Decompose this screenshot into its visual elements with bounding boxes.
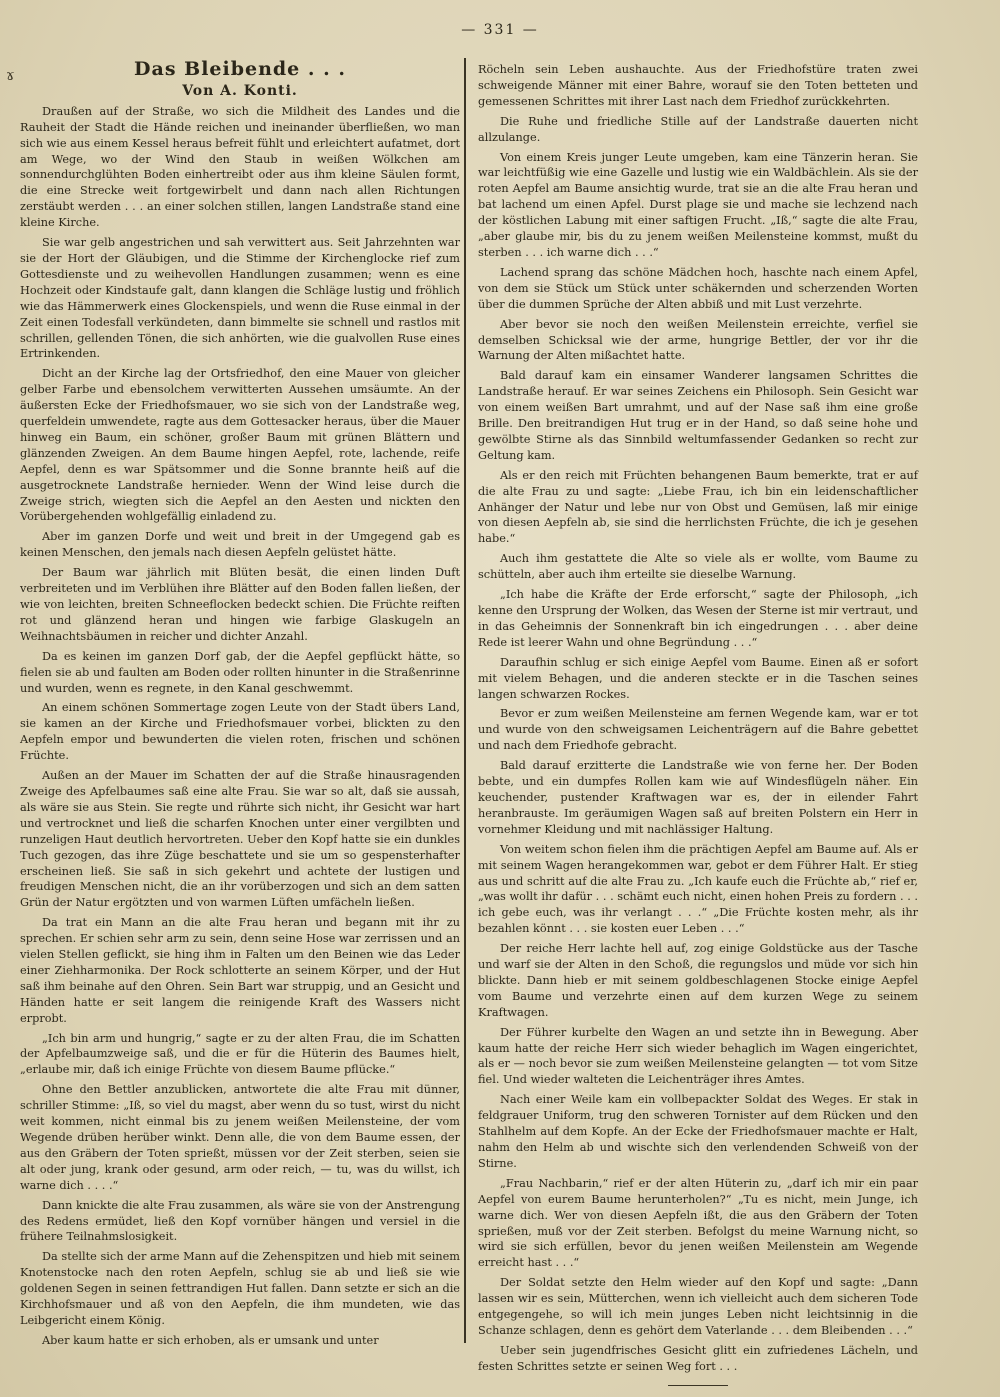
article-title: Das Bleibende . . .: [134, 58, 346, 80]
paragraph: Außen an der Mauer im Schatten der auf die Straße hinausragenden Zweige des Apfelbaumes saß eine alte Frau. Sie war so alt, daß sie aussah, als wäre sie aus Stein. Sie regte und rührte sich nicht, ihr Gesicht war hart und vertrocknet und ließ die scharfen Knochen unter einer vergilbten und runzeligen Haut deutlich hervortreten. Ueber den Kopf hatte sie ein dunkles Tuch gezogen, das ihre Züge beschattete und sie um so gespensterhafter erscheinen ließ. Sie saß in sich gekehrt und achtete der lustigen und freudigen Menschen nicht, die an ihr vorüberzogen und sich an dem satten Grün der Natur ergötzten und von warmen Lüften umfächeln ließen.: [20, 769, 460, 910]
paragraph: Nach einer Weile kam ein vollbepackter Soldat des Weges. Er stak in feldgrauer Uniform, trug den schweren Tornister auf dem Rücken und den Stahlhelm auf dem Kopfe. An der Ecke der Friedhofsmauer machte er Halt, nahm den Helm ab und wischte sich den verlendenden Schweiß von der Stirne.: [478, 1093, 918, 1170]
paragraph: Aber kaum hatte er sich erhoben, als er umsank und unter: [42, 1333, 379, 1347]
paragraph: Draußen auf der Straße, wo sich die Mildheit des Landes und die Rauheit der Stadt die Hände reichen und ineinander überfließen, wo man sich wie aus einem Kessel heraus befreit fühlt und erleichtert aufatmet, dort am Wege, wo der Wind den Staub in weißen Wölkchen am sonnendurchglühten Boden einhertreibt oder aus ihm kleine Säulen formt, die eine Strecke weit fortgewirbelt und dann nach allen Richtungen zerstäubt werden . . . an einer solchen stillen, langen Landstraße stand eine kleine Kirche.: [20, 104, 460, 230]
right-column: [478, 62, 918, 1386]
paragraph: Aber bevor sie noch den weißen Meilenstein erreichte, verfiel sie demselben Schicksal wie der arme, hungrige Bettler, der vor ihr die Warnung der Alten mißachtet hatte.: [478, 317, 918, 363]
paragraph: Der Soldat setzte den Helm wieder auf den Kopf und sagte: „Dann lassen wir es sein, Mütterchen, wenn ich vielleicht auch dem sicheren Tode entgegengehe, so will ich mein junges Leben nicht leichtsinnig in die Schanze schlagen, denn es gehört dem Vaterlande . . . dem Bleibenden . . .“: [478, 1276, 918, 1337]
paragraph: Dicht an der Kirche lag der Ortsfriedhof, den eine Mauer von gleicher gelber Farbe und ebensolchem verwitterten Aussehen umsäumte. An der äußersten Ecke der Friedhofsmauer, wo sie sich von der Landstraße weg, querfeldein umwendete, ragte aus dem Gottesacker heraus, über die Mauer hinweg ein Baum, ein schöner, großer Baum mit grünen Blättern und glänzenden Zweigen. An dem Baume hingen Aepfel, rote, lachende, reife Aepfel, denn es war Spätsommer und die Sonne brannte heiß auf die ausgetrocknete Landstraße hernieder. Wenn der Wind leise durch die Zweige strich, wiegten sich die Aepfel an den Aesten und nickten den Vorübergehenden wohlgefällig einladend zu.: [20, 367, 460, 524]
paragraph: Die Ruhe und friedliche Stille auf der Landstraße dauerten nicht allzulange.: [478, 114, 918, 144]
paragraph: Da es keinen im ganzen Dorf gab, der die Aepfel gepflückt hätte, so fielen sie ab und faulten am Boden oder rollten hinunter in die Straßenrinne und wurden, wenn es regnete, in den Kanal geschwemmt.: [20, 649, 460, 695]
paragraph: Ueber sein jugendfrisches Gesicht glitt ein zufriedenes Lächeln, und festen Schrittes setzte er seinen Weg fort . . .: [478, 1343, 918, 1373]
end-rule: [668, 1385, 728, 1386]
paragraph: „Ich bin arm und hungrig,“ sagte er zu der alten Frau, die im Schatten der Apfelbaumzweige saß, und die er für die Hüterin des Baumes hielt, „erlaube mir, daß ich einige Früchte von diesem Baume pflücke.“: [20, 1031, 460, 1077]
paragraph: Von einem Kreis junger Leute umgeben, kam eine Tänzerin heran. Sie war leichtfüßig wie eine Gazelle und lustig wie ein Waldbächlein. Als sie der roten Aepfel am Baume ansichtig wurde, trat sie an die alte Frau heran und bat lachend um einen Apfel. Durst plage sie und mache sie lechzend nach der köstlichen Labung mit einer saftigen Frucht. „Iß,“ sagte die alte Frau, „aber glaube mir, bis du zu jenem weißen Meilensteine kommst, mußt du sterben . . . ich warne dich . . .“: [478, 150, 918, 259]
paragraph: Der Baum war jährlich mit Blüten besät, die einen linden Duft verbreiteten und im Verblühen ihre Blätter auf den Boden fallen ließen, der wie von leichten, breiten Schneeflocken bedeckt schien. Die Früchte reiften rot und glänzend heran und hingen wie farbige Glaskugeln an Weihnachtsbäumen in reicher und dichter Anzahl.: [20, 566, 460, 643]
paragraph: Daraufhin schlug er sich einige Aepfel vom Baume. Einen aß er sofort mit vielem Behagen, und die anderen steckte er in die Taschen seines langen schwarzen Rockes.: [478, 655, 918, 701]
page-number: — 331 —: [461, 22, 539, 38]
paragraph: Als er den reich mit Früchten behangenen Baum bemerkte, trat er auf die alte Frau zu und sagte: „Liebe Frau, ich bin ein leidenschaftlicher Anhänger der Natur und lebe nur von Obst und Gemüsen, laß mir einige von diesen Aepfeln ab, sie sind die herrlichsten Früchte, die ich je gesehen habe.“: [478, 468, 918, 546]
margin-mark: ɤ: [6, 66, 15, 84]
paragraph: Bald darauf erzitterte die Landstraße wie von ferne her. Der Boden bebte, und ein dumpfes Rollen kam wie auf Windesflügeln näher. Ein keuchender, pustender Kraftwagen war es, der in eilender Fahrt heranbrauste. Im geräumigen Wagen saß auf breiten Polstern ein Herr in vornehmer Kleidung und mit nachlässiger Haltung.: [478, 759, 918, 836]
paragraph: Röcheln sein Leben aushauchte. Aus der Friedhofstüre traten zwei schweigende Männer mit einer Bahre, worauf sie den Toten betteten und gemessenen Schrittes mit ihrer Last nach dem Friedhof zurückkehrten.: [478, 63, 918, 108]
paragraph: Bald darauf kam ein einsamer Wanderer langsamen Schrittes die Landstraße herauf. Er war seines Zeichens ein Philosoph. Sein Gesicht war von einem weißen Bart umrahmt, und auf der Nase saß ihm eine große Brille. Den breitrandigen Hut trug er in der Hand, so daß seine hohe und gewölbte Stirne als das Sinnbild weltumfassender Gedanken so recht zur Geltung kam.: [478, 369, 918, 462]
article-author: Von A. Konti.: [182, 82, 298, 99]
paragraph: Ohne den Bettler anzublicken, antwortete die alte Frau mit dünner, schriller Stimme: „Iß, so viel du magst, aber wenn du so tust, wirst du nicht weit kommen, nicht einmal bis zu jenem weißen Meilensteine, der vom Wegende drüben herüber winkt. Denn alle, die von dem Baume essen, der aus den Gräbern der Toten sprießt, müssen vor der Zeit sterben, seien sie alt oder jung, krank oder gesund, arm oder reich, — tu, was du willst, ich warne dich . . . .“: [20, 1083, 460, 1192]
paragraph: Aber im ganzen Dorfe und weit und breit in der Umgegend gab es keinen Menschen, den jemals nach diesen Aepfeln gelüstet hätte.: [20, 530, 460, 560]
paragraph: An einem schönen Sommertage zogen Leute von der Stadt übers Land, sie kamen an der Kirche und Friedhofsmauer vorbei, blickten zu den Aepfeln empor und bewunderten die vielen roten, frischen und schönen Früchte.: [20, 701, 460, 763]
paragraph: Da stellte sich der arme Mann auf die Zehenspitzen und hieb mit seinem Knotenstocke nach den roten Aepfeln, schlug sie ab und ließ sie wie goldenen Segen in seinen fettrandigen Hut fallen. Dann setzte er sich an die Kirchhofsmauer und aß von den Aepfeln, die ihm mundeten, wie das Leibgericht einem König.: [20, 1250, 460, 1327]
paragraph: Der reiche Herr lachte hell auf, zog einige Goldstücke aus der Tasche und warf sie der Alten in den Schoß, die regungslos und müde vor sich hin blickte. Dann hieb er mit seinem goldbeschlagenen Stocke einige Aepfel vom Baume und verzehrte einen auf dem kurzen Wege zu seinem Kraftwagen.: [478, 942, 918, 1019]
paragraph: Bevor er zum weißen Meilensteine am fernen Wegende kam, war er tot und wurde von den schweigsamen Leichenträgern auf die Bahre gebettet und nach dem Friedhofe gebracht.: [478, 707, 918, 753]
paragraph: Da trat ein Mann an die alte Frau heran und begann mit ihr zu sprechen. Er schien sehr arm zu sein, denn seine Hose war zerrissen und an vielen Stellen geflickt, sie hing ihm in Falten um den Beinen wie das Leder einer Ziehharmonika. Der Rock schlotterte an seinem Körper, und der Hut saß ihm beinahe auf den Ohren. Sein Bart war struppig, und an Gesicht und Händen hatte er seit langem die reinigende Kraft des Wassers nicht erprobt.: [20, 916, 460, 1025]
column-divider: [464, 58, 466, 1343]
paragraph: „Ich habe die Kräfte der Erde erforscht,“ sagte der Philosoph, „ich kenne den Ursprung der Wolken, das Wesen der Sterne ist mir vertraut, und in das Geheimnis der Sonnenkraft bin ich eingedrungen . . . aber deine Rede ist leerer Wahn und ohne Begründung . . .“: [478, 588, 918, 649]
paragraph: Von weitem schon fielen ihm die prächtigen Aepfel am Baume auf. Als er mit seinem Wagen herangekommen war, gebot er dem Führer Halt. Er stieg aus und schritt auf die alte Frau zu. „Ich kaufe euch die Früchte ab,“ rief er, „was wollt ihr dafür . . . schämt euch nicht, einen hohen Preis zu fordern . . . ich gebe euch, was ihr verlangt . . .“ „Die Früchte kosten mehr, als ihr bezahlen könnt . . . sie kosten euer Leben . . .“: [478, 842, 918, 936]
paragraph: „Frau Nachbarin,“ rief er der alten Hüterin zu, „darf ich mir ein paar Aepfel von eurem Baume herunterholen?“ „Tu es nicht, mein Junge, ich warne dich. Wer von diesen Aepfeln ißt, die aus den Gräbern der Toten sprießen, muß vor der Zeit sterben. Befolgst du meine Warnung nicht, so wird sie sich erfüllen, bevor du jenen weißen Meilenstein am Wegende erreicht hast . . .“: [478, 1176, 918, 1270]
paragraph: Dann knickte die alte Frau zusammen, als wäre sie von der Anstrengung des Redens ermüdet, ließ den Kopf vornüber hängen und versiel in die frühere Teilnahmslosigkeit.: [20, 1198, 460, 1244]
paragraph: Sie war gelb angestrichen und sah verwittert aus. Seit Jahrzehnten war sie der Hort der Gläubigen, und die Stimme der Kirchenglocke rief zum Gottesdienste und zu weihevollen Handlungen zusammen; wenn es eine Hochzeit oder Kindstaufe galt, dann klangen die Schläge lustig und fröhlich wie das Hämmerwerk eines Glockenspiels, und wenn die Ruse einmal in der Zeit einen Todesfall verkündeten, dann bimmelte sie schnell und rastlos mit schrillen, gellenden Tönen, die sich anhörten, wie die gualvollen Ruse eines Ertrinkenden.: [20, 236, 460, 361]
paragraph: Lachend sprang das schöne Mädchen hoch, haschte nach einem Apfel, von dem sie Stück um Stück unter schäkernden und scherzenden Worten über die dummen Sprüche der Alten abbiß und mit Lust verzehrte.: [478, 265, 918, 311]
left-column: [20, 58, 460, 1353]
paragraph: Der Führer kurbelte den Wagen an und setzte ihn in Bewegung. Aber kaum hatte der reiche Herr sich wieder behaglich im Wagen eingerichtet, als er — noch bevor sie zum weißen Meilensteine gelangten — tot vom Sitze fiel. Und wieder walteten die Leichenträger ihres Amtes.: [478, 1025, 918, 1087]
paragraph: Auch ihm gestattete die Alte so viele als er wollte, vom Baume zu schütteln, aber auch ihm erteilte sie dieselbe Warnung.: [478, 552, 918, 582]
